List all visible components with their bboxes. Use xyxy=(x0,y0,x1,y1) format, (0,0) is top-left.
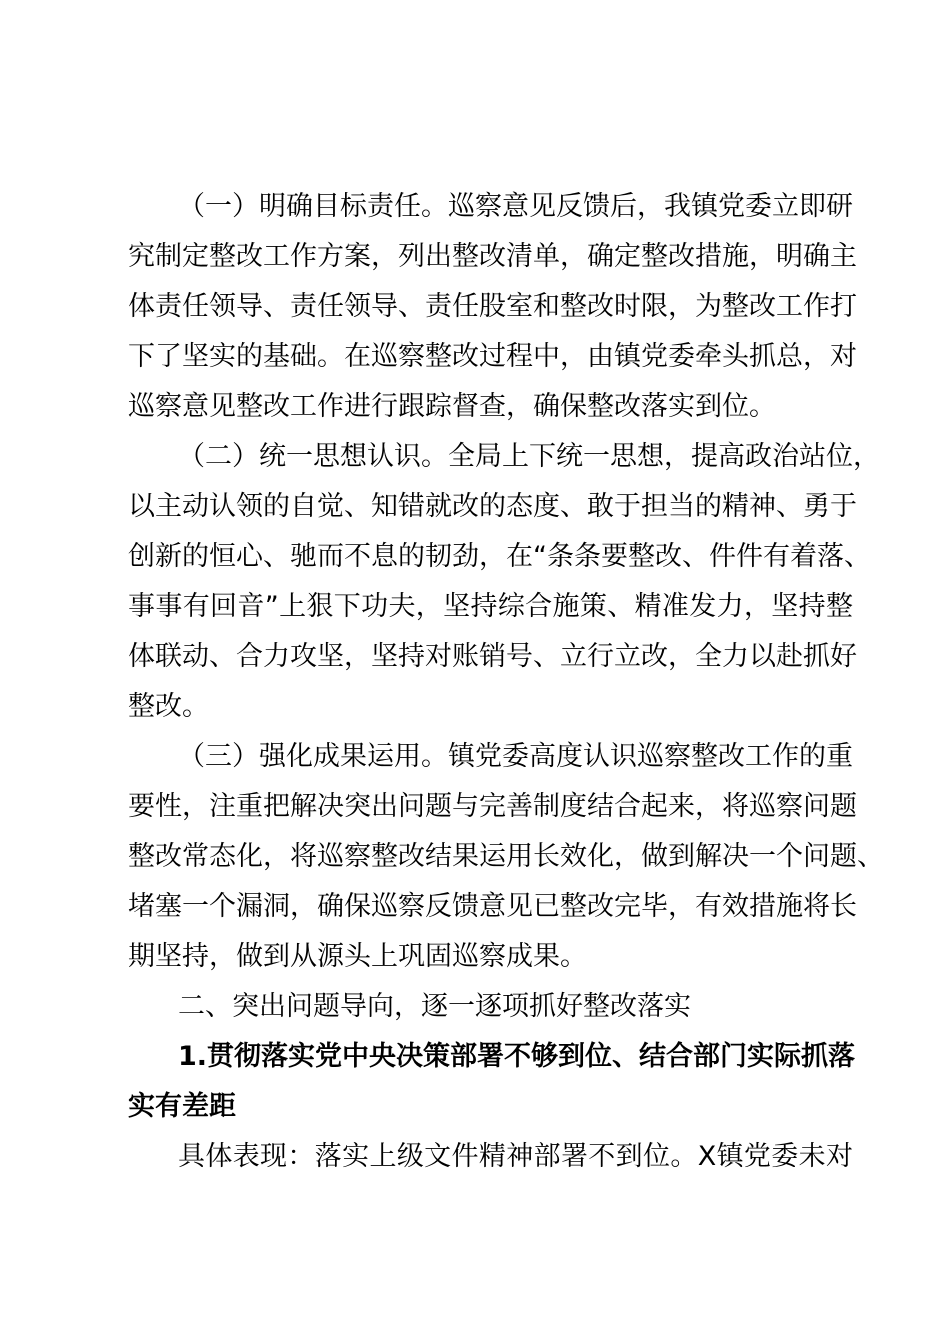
paragraph-3-line-2: 要性，注重把解决突出问题与完善制度结合起来，将巡察问题 xyxy=(128,791,857,822)
paragraph-2-line-4: 事事有回音”上狠下功夫，坚持综合施策、精准发力，坚持整 xyxy=(128,591,853,622)
paragraph-2-line-3: 创新的恒心、驰而不息的韧劲，在“条条要整改、件件有着落、 xyxy=(128,541,871,572)
subheading-line-1: 1.贯彻落实党中央决策部署不够到位、结合部门实际抓落 xyxy=(178,1041,856,1072)
paragraph-1-line-1: （一）明确目标责任。巡察意见反馈后，我镇党委立即研 xyxy=(178,191,853,222)
paragraph-1-line-5: 巡察意见整改工作进行跟踪督查，确保整改落实到位。 xyxy=(128,391,776,422)
paragraph-2-line-1: （二）统一思想认识。全局上下统一思想，提高政治站位， xyxy=(178,441,880,472)
paragraph-1-line-2: 究制定整改工作方案，列出整改清单，确定整改措施，明确主 xyxy=(128,241,857,272)
paragraph-3-line-1: （三）强化成果运用。镇党委高度认识巡察整改工作的重 xyxy=(178,741,853,772)
paragraph-3-line-3: 整改常态化，将巡察整改结果运用长效化，做到解决一个问题、 xyxy=(128,841,884,872)
paragraph-2-line-5: 体联动、合力攻坚，坚持对账销号、立行立改，全力以赴抓好 xyxy=(128,641,857,672)
paragraph-1-line-3: 体责任领导、责任领导、责任股室和整改时限，为整改工作打 xyxy=(128,291,857,322)
paragraph-1-line-4: 下了坚实的基础。在巡察整改过程中，由镇党委牵头抓总，对 xyxy=(128,341,857,372)
paragraph-2-line-2: 以主动认领的自觉、知错就改的态度、敢于担当的精神、勇于 xyxy=(128,491,857,522)
subheading-line-2: 实有差距 xyxy=(128,1091,236,1122)
detail-paragraph-line-1: 具体表现：落实上级文件精神部署不到位。X镇党委未对 xyxy=(178,1141,853,1172)
section-heading: 二、突出问题导向，逐一逐项抓好整改落实 xyxy=(178,991,691,1022)
paragraph-3-line-4: 堵塞一个漏洞，确保巡察反馈意见已整改完毕，有效措施将长 xyxy=(128,891,857,922)
paragraph-3-line-5: 期坚持，做到从源头上巩固巡察成果。 xyxy=(128,941,587,972)
paragraph-2-line-6: 整改。 xyxy=(128,691,209,722)
